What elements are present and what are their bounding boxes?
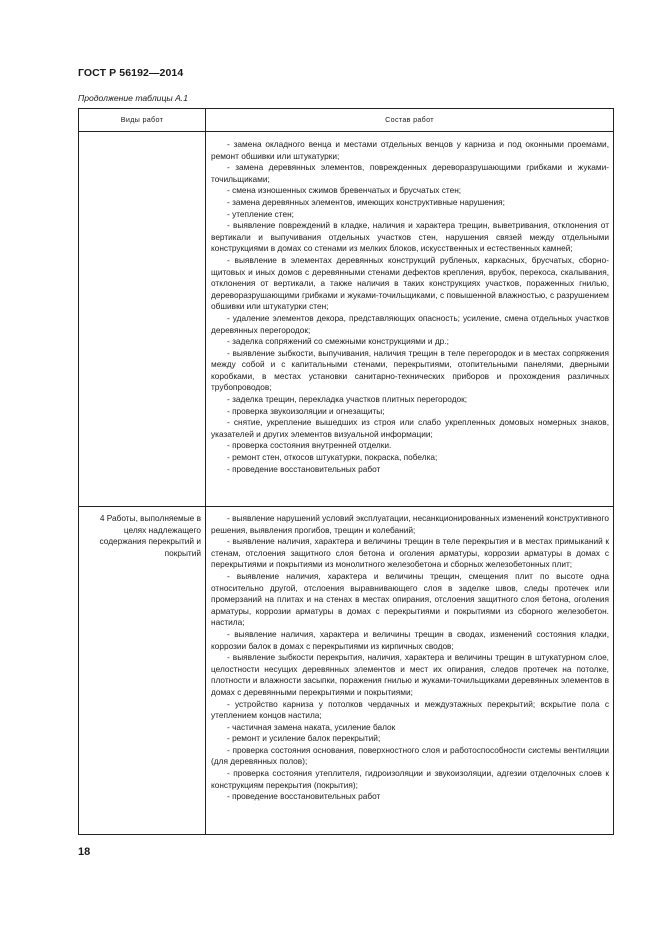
row-1-content [211, 139, 609, 475]
row-divider [79, 506, 613, 507]
work-item: - частичная замена наката, усиление балок [227, 721, 396, 732]
work-item: - выявление наличия, характера и величины трещин в сводах, изменений состояния кладки, коррозии балок в домах с перекрытиями из кирпичных сводов; [211, 628, 609, 651]
work-item: - удаление элементов декора, представляющих опасность; усиление, смена отдельных участков деревянных перегородок; [211, 312, 609, 335]
work-item: - замена деревянных элементов, имеющих конструктивные нарушения; [227, 196, 505, 207]
work-item: - проверка состояния внутренней отделки. [227, 440, 392, 451]
column-header-work-content: Состав работ [385, 115, 434, 124]
work-item: - проведение восстановительных работ [227, 791, 381, 802]
work-item: - заделка трещин, перекладка участков плитных перегородок; [227, 394, 468, 405]
page-number: 18 [78, 846, 91, 858]
row-2-content [211, 513, 609, 803]
work-item: - выявление нарушений условий эксплуатации, несанкционированных изменений конструктивного решения, выявления прогибов, трещин и колебаний; [211, 513, 609, 535]
work-item: - проверка звукоизоляции и огнезащиты; [227, 405, 385, 416]
work-item: - ремонт и усиление балок перекрытий; [227, 733, 381, 744]
column-divider [205, 109, 206, 834]
work-item: - ремонт стен, откосов штукатурки, покраска, побелка; [227, 452, 438, 463]
work-item: - выявление в элементах деревянных конструкций рубленых, каркасных, брусчатых, сборно-щитовых и иных домов с деревянными стенами дефектов крепления, врубок, перекоса, скалывания, отклонения от вертикали, а также наличия в таких конструкциях участков, пораженных гнилью, дереворазрушающими грибками и жуками-точильщиками, с повышенной влажностью, с разрушением обшивки или штукатурки стен; [211, 254, 609, 312]
header-divider [79, 131, 613, 132]
work-item: - выявление повреждений в кладке, наличия и характера трещин, выветривания, отклонения от вертикали и выпучивания отдельных участков стен, нарушения связей между отдельными конструкциями в домах со стенами из мелких блоков, искусственных и естественных камней; [211, 220, 609, 254]
work-item: - замена окладного венца и местами отдельных венцов у карниза и под оконными проемами, ремонт обшивки или штукатурки; [211, 139, 609, 161]
work-item: - смена изношенных сжимов бревенчатых и брусчатых стен; [227, 185, 462, 196]
work-item: - проведение восстановительных работ [227, 463, 381, 474]
work-item: - проверка состояния утеплителя, гидроизоляции и звукоизоляции, адгезии отделочных слоев к конструкциям перекрытия (покрытия); [211, 768, 609, 790]
row-2-work-type [83, 513, 201, 559]
document-header: ГОСТ Р 56192—2014 [78, 67, 184, 79]
work-type-label: 4 Работы, выполняемые в целях надлежащего содержания перекрытий и покрытий [99, 513, 201, 558]
work-item: - проверка состояния основания, поверхностного слоя и работоспособности системы вентиляции (для деревянных полов); [211, 744, 609, 767]
column-header-work-types: Виды работ [120, 115, 164, 124]
work-item: - утепление стен; [227, 208, 294, 219]
work-item: - выявление наличия, характера и величины трещин в теле перекрытия и в местах примыканий к стенам, отслоения защитного слоя бетона и оголения арматуры, коррозии арматуры в домах с перекрытиями и покрытиями из монолитного железобетона и сборных железобетонных плит; [211, 536, 609, 570]
work-item: - выявление зыбкости перекрытия, наличия, характера и величины трещин в штукатурном слое, целостности несущих деревянных элементов и мест их опирания, следов протечек на потолке, плотности и влажности засыпки, поражения гнилью и жуками-точильщиками деревянных элементов в домах с деревянными перекрытиями и покрытиями; [211, 652, 609, 697]
table-caption: Продолжение таблицы А.1 [78, 93, 188, 103]
work-item: - выявление наличия, характера и величины трещин, смещения плит по высоте одна относительно другой, отслоения выравнивающего слоя в заделке швов, следы протечек или промерзаний на плитах и на стенах в местах опирания, отслоения защитного слоя бетона, оголения арматуры, коррозии арматуры в домах с перекрытиями и покрытиями из сборного железобетон. настила; [211, 570, 609, 628]
work-item: - снятие, укрепление вышедших из строя или слабо укрепленных домовых номерных знаков, указателей и других элементов визуальной информации; [211, 417, 609, 439]
work-item: - устройство карниза у потолков чердачных и междуэтажных перекрытий; вскрытие пола с утеплением концов настила; [211, 698, 609, 721]
works-table [78, 108, 614, 835]
work-item: - замена деревянных элементов, поврежденных дереворазрушающими грибками и жуками-точильщиками; [211, 162, 609, 184]
work-item: - заделка сопряжений со смежными конструкциями и др.; [227, 336, 449, 347]
work-item: - выявление зыбкости, выпучивания, наличия трещин в теле перегородок и в местах сопряжения между собой и с капитальными стенами, перекрытиями, отопительными панелями, дверными коробками, в местах установки санитарно-технических приборов и прохождения различных трубопроводов; [211, 347, 609, 393]
